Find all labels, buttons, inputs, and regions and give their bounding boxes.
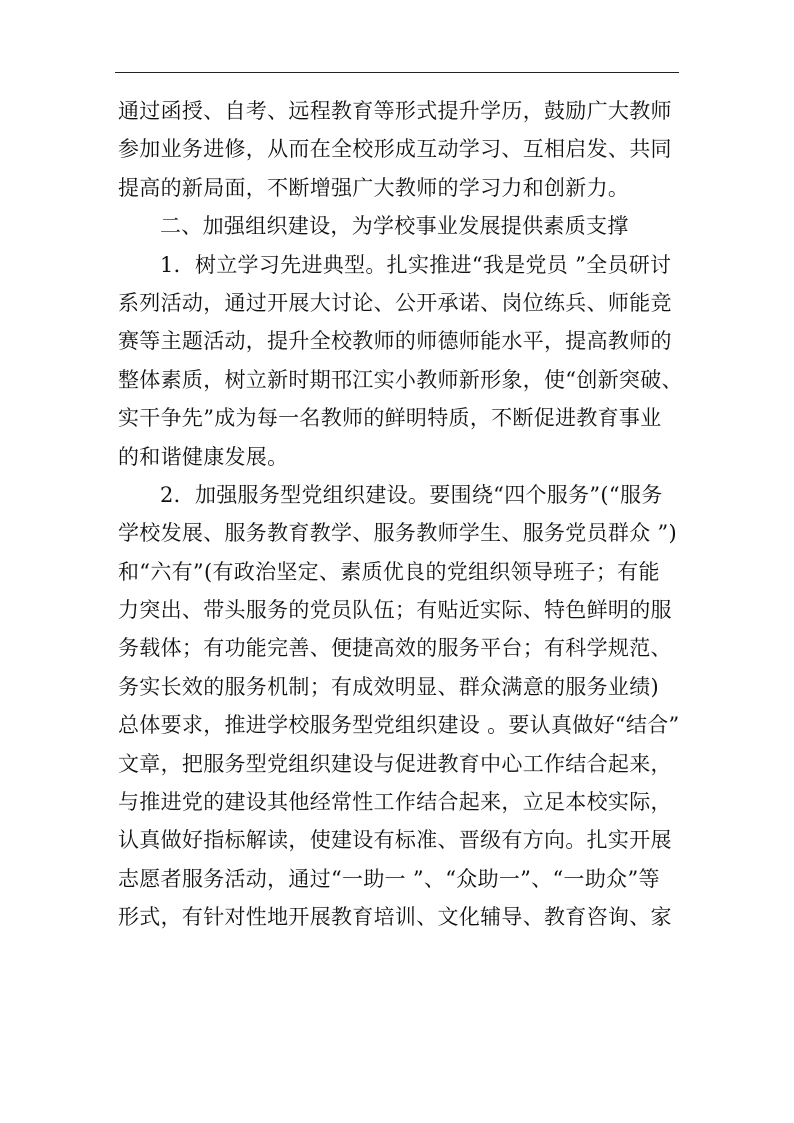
text-line: 学校发展、服务教育教学、服务教师学生、服务党员群众 ”) xyxy=(118,521,678,546)
text-line: 系列活动，通过开展大讨论、公开承诺、岗位练兵、师能竞 xyxy=(118,290,672,315)
text-line: 赛等主题活动，提升全校教师的师德师能水平，提高教师的 xyxy=(118,329,672,354)
text-line: 2．加强服务型党组织建设。要围绕“四个服务”(“服务 xyxy=(160,482,663,507)
text-line: 参加业务进修，从而在全校形成互动学习、互相启发、共同 xyxy=(118,137,672,162)
text-line: 通过函授、自考、远程教育等形式提升学历，鼓励广大教师 xyxy=(118,99,672,123)
text-line: 与推进党的建设其他经常性工作结合起来，立足本校实际， xyxy=(118,790,672,815)
text-line: 实干争先”成为每一名教师的鲜明特质，不断促进教育事业 xyxy=(118,406,662,431)
header-rule xyxy=(115,72,679,73)
text-line: 和“六有”(有政治坚定、素质优良的党组织领导班子；有能 xyxy=(118,559,660,584)
body-text xyxy=(118,92,698,937)
text-line: 1．树立学习先进典型。扎实推进“我是党员 ”全员研讨 xyxy=(160,252,672,277)
text-line: 务载体；有功能完善、便捷高效的服务平台；有科学规范、 xyxy=(118,636,672,661)
text-line: 的和谐健康发展。 xyxy=(118,444,289,469)
text-line: 提高的新局面，不断增强广大教师的学习力和创新力。 xyxy=(118,175,630,200)
text-line: 志愿者服务活动，通过“一助一 ”、“众助一”、“一助众”等 xyxy=(118,866,660,891)
section-heading: 二、加强组织建设，为学校事业发展提供素质支撑 xyxy=(160,214,629,239)
text-line: 整体素质，树立新时期邗江实小教师新形象，使“创新突破、 xyxy=(118,367,683,392)
text-line: 认真做好指标解读，使建设有标准、晋级有方向。扎实开展 xyxy=(118,828,672,853)
text-line: 文章，把服务型党组织建设与促进教育中心工作结合起来， xyxy=(118,751,672,776)
text-line: 务实长效的服务机制；有成效明显、群众满意的服务业绩) xyxy=(118,674,659,699)
text-line: 总体要求，推进学校服务型党组织建设 。要认真做好“结合” xyxy=(118,713,680,738)
text-line: 形式，有针对性地开展教育培训、文化辅导、教育咨询、家 xyxy=(118,905,672,930)
text-line: 力突出、带头服务的党员队伍；有贴近实际、特色鲜明的服 xyxy=(118,598,672,623)
